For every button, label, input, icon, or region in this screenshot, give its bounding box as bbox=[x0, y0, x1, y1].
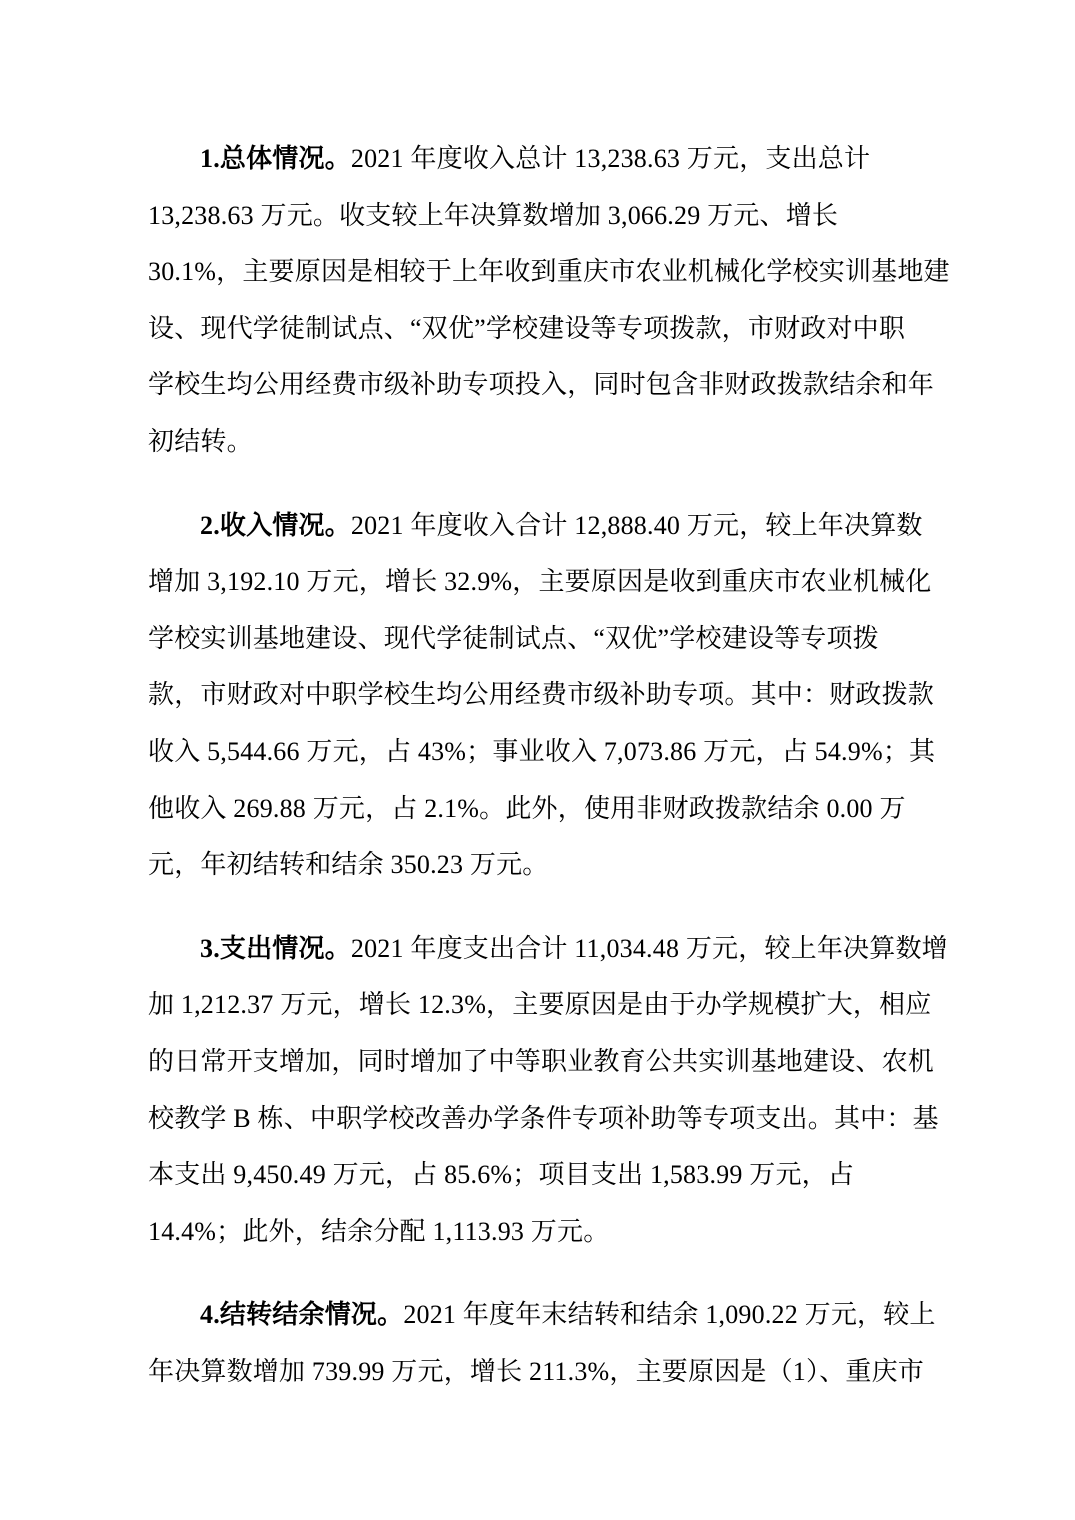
paragraph-overall-situation bbox=[148, 131, 953, 471]
text-line: 加 1,212.37 万元，增长 12.3%，主要原因是由于办学规模扩大，相应 bbox=[148, 990, 932, 1020]
paragraph-heading: 3.支出情况。 bbox=[200, 933, 351, 963]
text-line: 学校实训基地建设、现代学徒制试点、“双优”学校建设等专项拨 bbox=[148, 623, 879, 653]
text-segment: 2021 年度支出合计 11,034.48 万元，较上年决算数增 bbox=[350, 933, 948, 963]
text-line: 14.4%；此外，结余分配 1,113.93 万元。 bbox=[148, 1216, 610, 1246]
text-line: 学校生均公用经费市级补助专项投入，同时包含非财政拨款结余和年 bbox=[148, 370, 935, 400]
paragraph-heading: 1.总体情况。 bbox=[200, 144, 351, 173]
text-line bbox=[148, 1287, 953, 1344]
text-line: 收入 5,544.66 万元，占 43%；事业收入 7,073.86 万元，占 54.9%；其 bbox=[148, 736, 936, 766]
text-line bbox=[148, 921, 953, 978]
text-line: 元，年初结转和结余 350.23 万元。 bbox=[148, 850, 549, 880]
paragraph-income-situation bbox=[148, 498, 953, 894]
paragraph-heading: 4.结转结余情况。 bbox=[200, 1300, 404, 1330]
text-line: 的日常开支增加，同时增加了中等职业教育公共实训基地建设、农机 bbox=[148, 1046, 935, 1076]
text-line: 校教学 B 栋、中职学校改善办学条件专项补助等专项支出。其中：基 bbox=[148, 1103, 939, 1133]
text-line bbox=[148, 131, 953, 188]
paragraph-carryover-balance-situation bbox=[148, 1287, 953, 1400]
text-segment: 2021 年度年末结转和结余 1,090.22 万元，较上 bbox=[403, 1300, 936, 1330]
text-content bbox=[148, 131, 953, 1427]
text-segment: 2021 年度收入总计 13,238.63 万元，支出总计 bbox=[350, 144, 871, 173]
text-line: 他收入 269.88 万元，占 2.1%。此外，使用非财政拨款结余 0.00 万 bbox=[148, 793, 906, 823]
text-line bbox=[148, 498, 953, 555]
text-line: 本支出 9,450.49 万元，占 85.6%；项目支出 1,583.99 万元，占 bbox=[148, 1160, 855, 1190]
paragraph-heading: 2.收入情况。 bbox=[200, 510, 351, 540]
text-line: 年决算数增加 739.99 万元，增长 211.3%，主要原因是（1）、重庆市 bbox=[148, 1356, 924, 1386]
paragraph-expenditure-situation bbox=[148, 921, 953, 1261]
text-line: 初结转。 bbox=[148, 426, 253, 456]
text-line: 设、现代学徒制试点、“双优”学校建设等专项拨款，市财政对中职 bbox=[148, 313, 906, 343]
text-line: 30.1%，主要原因是相较于上年收到重庆市农业机械化学校实训基地建 bbox=[148, 257, 950, 287]
text-line: 增加 3,192.10 万元，增长 32.9%，主要原因是收到重庆市农业机械化 bbox=[148, 567, 932, 597]
text-segment: 2021 年度收入合计 12,888.40 万元，较上年决算数 bbox=[350, 510, 923, 540]
text-line: 13,238.63 万元。收支较上年决算数增加 3,066.29 万元、增长 bbox=[148, 200, 839, 230]
text-line: 款，市财政对中职学校生均公用经费市级补助专项。其中：财政拨款 bbox=[148, 680, 935, 710]
